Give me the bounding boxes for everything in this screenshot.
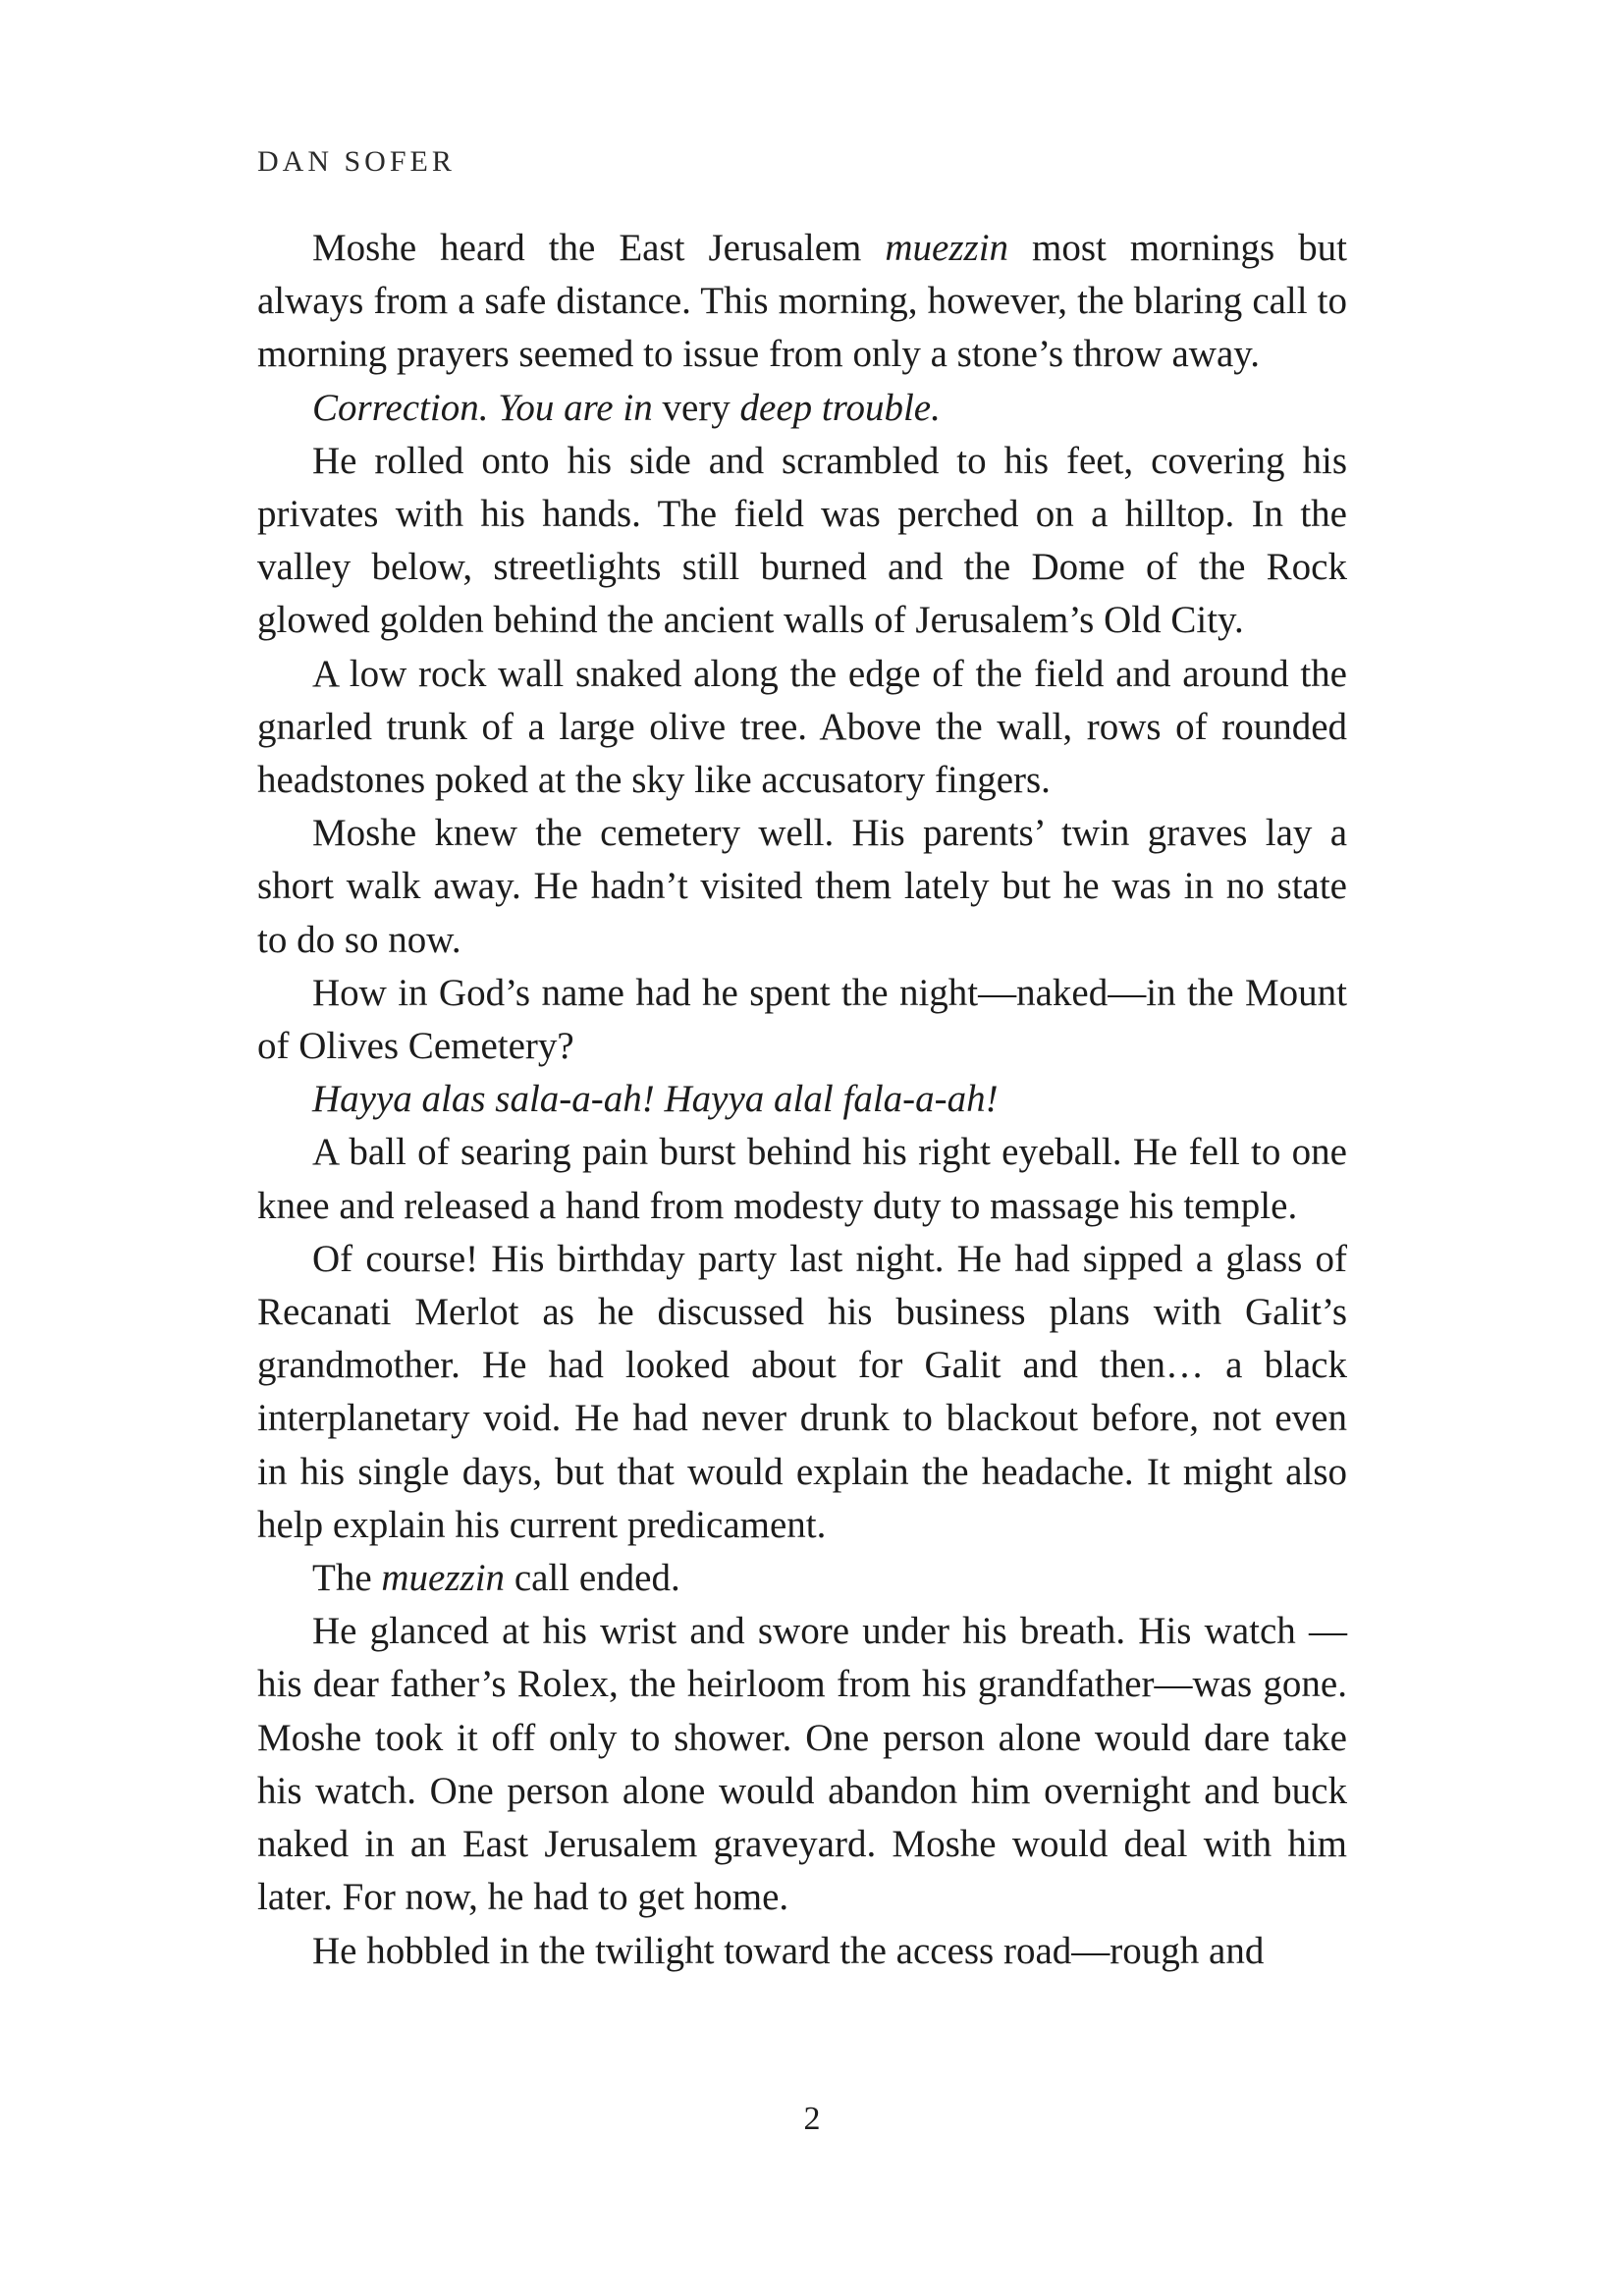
paragraph	[257, 1073, 1347, 1126]
running-head: DAN SOFER	[257, 145, 456, 178]
italic-text-run: muezzin	[381, 1557, 506, 1600]
text-run: very	[652, 386, 740, 429]
paragraph	[257, 222, 1347, 382]
italic-text-run: Hayya alas sala-a-ah! Hayya alal fala-a-ah!	[312, 1078, 999, 1121]
paragraph	[257, 648, 1347, 808]
text-run: How in God’s name had he spent the night—naked—in the Mount of Olives Cemetery?	[257, 971, 1347, 1068]
paragraph	[257, 1126, 1347, 1232]
text-run: He glanced at his wrist and swore under his breath. His watch —his dear father’s Rolex, the heirloom from his grandfather—was gone. Moshe took it off only to shower. One person alone would dare take his watch. One person alone would abandon him overnight and buck naked in an East Jerusalem graveyard. Moshe would deal with him later. For now, he had to get home.	[257, 1610, 1347, 1919]
text-run: A low rock wall snaked along the edge of the field and around the gnarled trunk of a large olive tree. Above the wall, rows of rounded headstones poked at the sky like accusatory fingers.	[257, 652, 1347, 802]
paragraph	[257, 967, 1347, 1073]
text-run: Of course! His birthday party last night. He had sipped a glass of Recanati Merlot as he discussed his business plans with Galit’s grandmother. He had looked about for Galit and then… a black interplanetary void. He had never drunk to blackout before, not even in his single days, but that would explain the headache. It might also help explain his current predicament.	[257, 1237, 1347, 1546]
italic-text-run: muezzin	[885, 227, 1009, 269]
body-text	[257, 222, 1347, 1978]
paragraph	[257, 435, 1347, 648]
paragraph	[257, 807, 1347, 967]
paragraph	[257, 1552, 1347, 1605]
text-run: The	[312, 1557, 382, 1600]
paragraph	[257, 382, 1347, 435]
text-run: call ended.	[505, 1557, 680, 1600]
text-run: Moshe knew the cemetery well. His parents’ twin graves lay a short walk away. He hadn’t visited them lately but he was in no state to do so now.	[257, 812, 1347, 961]
paragraph	[257, 1925, 1347, 1978]
text-run: He hobbled in the twilight toward the access road—rough and	[312, 1929, 1265, 1972]
page-number: 2	[803, 2101, 821, 2137]
text-run: A ball of searing pain burst behind his right eyeball. He fell to one knee and released a hand from modesty duty to massage his temple.	[257, 1131, 1347, 1227]
text-run: He rolled onto his side and scrambled to his feet, covering his privates with his hands. The field was perched on a hilltop. In the valley below, streetlights still burned and the Dome of the Rock glowed golden behind the ancient walls of Jerusalem’s Old City.	[257, 439, 1347, 642]
paragraph	[257, 1605, 1347, 1924]
text-run: most mornings but always from a safe distance. This morning, however, the blaring call to morning prayers seemed to issue from only a stone’s throw away.	[257, 227, 1347, 376]
text-run: Moshe heard the East Jerusalem	[312, 227, 886, 269]
italic-text-run: deep trouble.	[739, 386, 941, 429]
paragraph	[257, 1233, 1347, 1552]
italic-text-run: Correction. You are in	[312, 386, 653, 429]
